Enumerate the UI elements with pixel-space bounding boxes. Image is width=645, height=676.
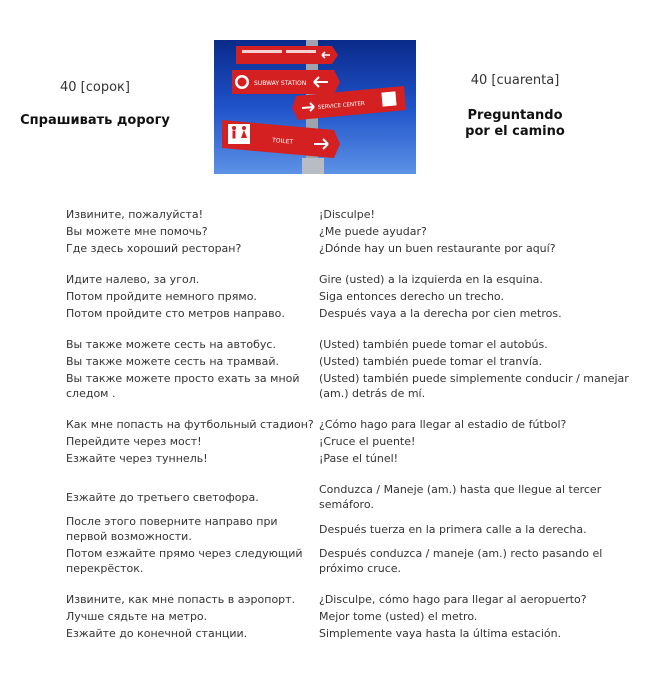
phrase-group (66, 272, 636, 321)
phrase-ru: Где здесь хороший ресторан? (66, 242, 242, 255)
direction-signs-illustration (214, 40, 416, 174)
phrase-row (66, 451, 636, 466)
phrase-group (66, 337, 636, 401)
phrase-row (66, 626, 636, 641)
phrase-row (66, 371, 636, 401)
phrase-row (66, 306, 636, 321)
phrase-ru: Вы также можете сесть на трамвай. (66, 355, 280, 368)
lesson-title-es (450, 108, 580, 140)
phrase-ru: Вы также можете сесть на автобус. (66, 338, 276, 351)
phrase-ru: Езжайте до третьего светофора. (66, 490, 259, 504)
phrase-list (66, 207, 636, 657)
phrase-row (66, 207, 636, 222)
phrase-row (66, 337, 636, 352)
phrase-ru: Как мне попасть на футбольный стадион? (66, 418, 314, 431)
phrase-row (66, 434, 636, 449)
phrase-row (66, 609, 636, 624)
phrase-row (66, 514, 636, 544)
phrase-es: Después vaya a la derecha por cien metros. (319, 307, 562, 320)
phrase-ru: Идите налево, за угол. (66, 273, 200, 286)
phrase-ru: Потом пройдите немного прямо. (66, 290, 257, 303)
phrase-row (66, 546, 636, 576)
phrase-ru: Извините, как мне попасть в аэропорт. (66, 593, 296, 606)
lesson-header-spanish (450, 73, 580, 140)
lesson-header-russian (10, 80, 180, 129)
phrase-es: Siga entonces derecho un trecho. (319, 290, 504, 303)
phrase-group (66, 207, 636, 256)
phrase-row (66, 417, 636, 432)
phrase-es: (Usted) también puede simplemente conducir / manejar (am.) detrás de mí. (319, 372, 629, 400)
phrase-es: ¿Dónde hay un buen restaurante por aquí? (319, 242, 556, 255)
phrase-ru: Потом езжайте прямо через следующий перекрёсток. (66, 547, 303, 575)
phrase-ru: Вы также можете просто ехать за мной следом . (66, 372, 300, 400)
phrase-group (66, 482, 636, 576)
lesson-title-ru: Спрашивать дорогу (20, 113, 170, 128)
phrase-es: ¡Cruce el puente! (319, 435, 416, 448)
phrase-es: ¿Cómo hago para llegar al estadio de fútbol? (319, 418, 567, 431)
phrase-es: ¿Disculpe, cómo hago para llegar al aeropuerto? (319, 593, 587, 606)
phrase-es: Gire (usted) a la izquierda en la esquina. (319, 273, 543, 286)
phrase-es: Simplemente vaya hasta la última estación. (319, 627, 562, 640)
phrase-ru: Извините, пожалуйста! (66, 208, 204, 221)
lesson-number-es: 40 [cuarenta] (470, 73, 560, 88)
lesson-title-es-line2: por el camino (465, 124, 565, 139)
direction-signs-photo (214, 40, 416, 174)
phrase-es: Después conduzca / maneje (am.) recto pasando el próximo cruce. (319, 547, 603, 575)
phrase-es: (Usted) también puede tomar el tranvía. (319, 355, 543, 368)
phrase-es: Mejor tome (usted) el metro. (319, 610, 478, 623)
phrase-es: Conduzca / Maneje (am.) hasta que llegue al tercer semáforo. (319, 483, 602, 511)
sign-toilet-text: TOILET (271, 137, 294, 146)
phrase-es: ¿Me puede ayudar? (319, 225, 427, 238)
phrase-es: ¡Pase el túnel! (319, 452, 399, 465)
phrase-es: ¡Disculpe! (319, 208, 375, 221)
phrase-row (66, 224, 636, 239)
phrase-ru: Лучше сядьте на метро. (66, 610, 208, 623)
lesson-number-ru: 40 [сорок] (60, 80, 130, 95)
phrase-row (66, 272, 636, 287)
sign-subway-text: SUBWAY STATION (254, 80, 307, 87)
phrase-row (66, 482, 636, 512)
phrase-ru: Потом пройдите сто метров направо. (66, 307, 285, 320)
phrase-ru: После этого поверните направо при первой возможности. (66, 515, 278, 543)
phrase-ru: Езжайте до конечной станции. (66, 627, 248, 640)
sign-service-text: SERVICE CENTER (317, 100, 366, 111)
phrase-row (66, 592, 636, 607)
phrase-group (66, 417, 636, 466)
phrase-row (66, 241, 636, 256)
phrase-ru: Перейдите через мост! (66, 435, 202, 448)
phrase-row (66, 289, 636, 304)
phrase-es: Después tuerza en la primera calle a la derecha. (319, 522, 587, 536)
phrase-group (66, 592, 636, 641)
pole-base (302, 158, 324, 174)
phrase-ru: Вы можете мне помочь? (66, 225, 208, 238)
lesson-title-es-line1: Preguntando (467, 108, 563, 123)
phrase-ru: Езжайте через туннель! (66, 452, 208, 465)
phrase-row (66, 354, 636, 369)
phrase-es: (Usted) también puede tomar el autobús. (319, 338, 548, 351)
